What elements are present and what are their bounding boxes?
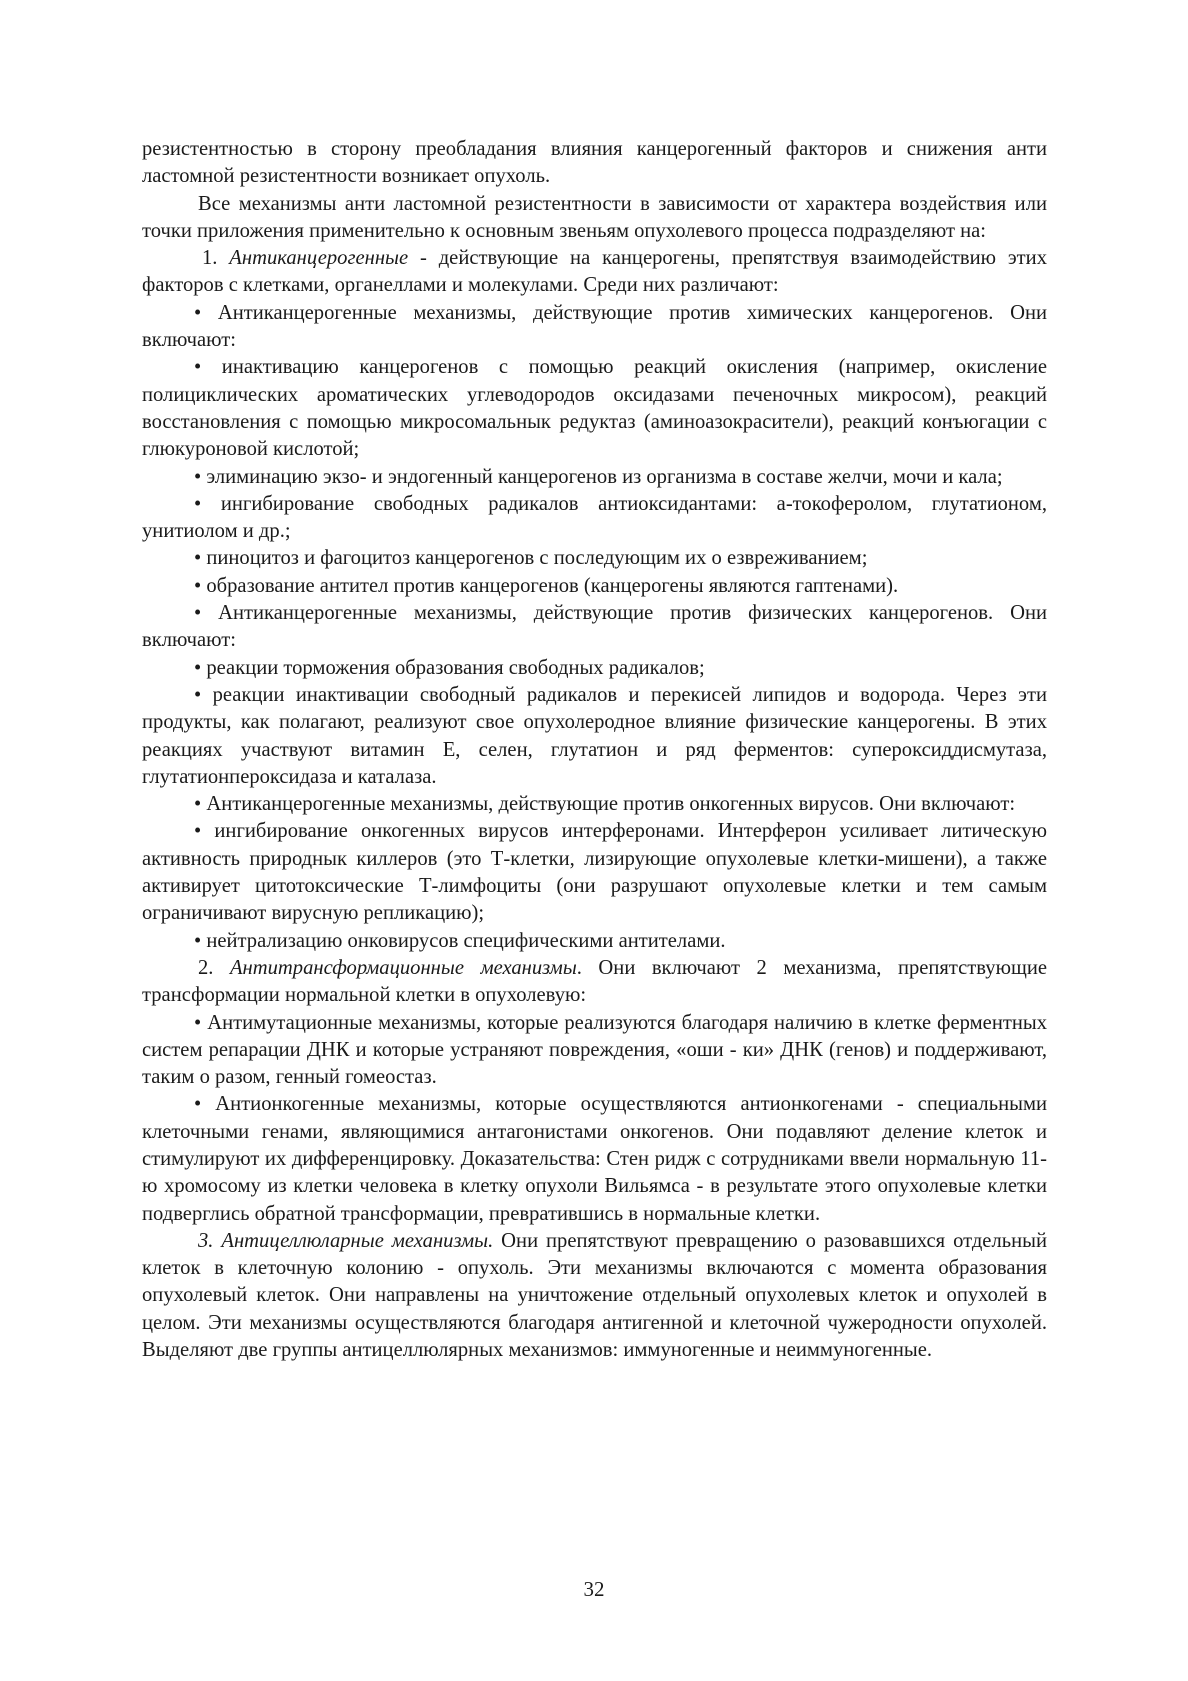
section-3-text: Они препятствуют превращению о разовавшихся отдельный клеток в клеточную колонию - опухоль. Эти механизмы включаются с момента образования опухолевый клеток. Они направлены на уничтожение отдельный опухолевых клеток и опухолей в целом. Эти механизмы осуществляются благодаря антигенной и клеточной чужеродности опухолей. Выделяют две группы антицеллюлярных механизмов: иммуногенные и неиммуногенные. — [142, 1229, 1047, 1362]
bullet-antibodies: • образование антител против канцерогенов (канцерогены являются гаптенами). — [194, 574, 899, 597]
bullet-interferon: • ингибирование онкогенных вирусов интерферонами. Интерферон усиливает литическую активность природнык киллеров (это Т-клетки, лизирующие опухолевые клетки-мишени), а также активирует цитотоксические Т-лимфоциты (они разрушают опухолевые клетки и тем самым ограничивают вирусную репликацию); — [142, 820, 1047, 925]
section-2-text: . Они включают 2 механизма, препятствующие трансформации нормальной клетки в опухолевую: — [142, 956, 1048, 1007]
bullet-radical-inhibition: • реакции торможения образования свободных радикалов; — [194, 656, 705, 679]
bullet-radical-inactivation: • реакции инактивации свободный радикалов и перекисей липидов и водорода. Через эти продукты, как полагают, реализуют свое опухолеродное влияние физические канцерогены. В этих реакциях участвуют витамин Е, селен, глутатион и ряд ферментов: супероксиддисмутаза, глутатионпероксидаза и каталаза. — [142, 683, 1047, 788]
section-1-number: 1. — [202, 247, 230, 270]
section-2-title: Антитрансформационные механизмы — [229, 956, 577, 979]
bullet-neutralization: • нейтрализацию онковирусов специфическими антителами. — [194, 929, 726, 952]
paragraph-intro: Все механизмы анти ластомной резистентности в зависимости от характера воздействия или точки приложения применительно к основным звеньям опухолевого процесса подразделяют на: — [142, 192, 1047, 242]
bullet-antioncogene: • Антионкогенные механизмы, которые осуществляются антионкогенами - специальными клеточными генами, являющимися антагонистами онкогенов. Они подавляют деление клеток и стимулируют их дифференцировку. Доказательства: Стен ридж с сотрудниками ввели нормальную 11-ю хромосому из клетки человека в клетку опухоли Вильямса - в результате этого опухолевые клетки подверглись обратной трансформации, превратившись в нормальные клетки. — [142, 1093, 1047, 1225]
bullet-inactivation: • инактивацию канцерогенов с помощью реакций окисления (например, окисление полициклических ароматических углеводородов оксидазами печеночных микросом), реакций восстановления с помощью микросомальнык редуктаз (аминоазокрасители), реакций конъюгации с глюкуроновой кислотой; — [142, 356, 1047, 461]
section-3-title: 3. Антицеллюларные механизмы. — [198, 1229, 494, 1252]
bullet-physical-carcinogens: • Антиканцерогенные механизмы, действующие против физических канцерогенов. Они включают: — [142, 602, 1047, 652]
section-1-title: Антиканцерогенные — [229, 247, 409, 270]
section-2-number: 2. — [198, 956, 230, 979]
bullet-antimutation: • Антимутационные механизмы, которые реализуются благодаря наличию в клетке ферментных систем репарации ДНК и которые устраняют повреждения, «оши - ки» ДНК (генов) и поддерживают, таким о разом, генный гомеостаз. — [142, 1011, 1047, 1089]
bullet-chemical-carcinogens: • Антиканцерогенные механизмы, действующие против химических канцерогенов. Они включают: — [142, 301, 1047, 352]
bullet-free-radicals-inhibition: • ингибирование свободных радикалов антиоксидантами: а-токоферолом, глутатионом, унитиолом и др.; — [142, 492, 1047, 543]
bullet-oncogenic-viruses: • Антиканцерогенные механизмы, действующие против онкогенных вирусов. Они включают: — [194, 793, 1016, 816]
paragraph-continuation: резистентностью в сторону преобладания влияния канцерогенный факторов и снижения анти ластомной резистентности возникает опухоль. — [142, 138, 1047, 188]
paragraph-section-2 — [142, 955, 1047, 1010]
document-page-body — [142, 136, 1047, 1364]
paragraph-section-1 — [142, 245, 1047, 300]
page-number: 32 — [583, 1577, 605, 1601]
bullet-elimination: • элиминацию экзо- и эндогенный канцерогенов из организма в составе желчи, мочи и кала; — [194, 465, 1003, 488]
bullet-pinocytosis: • пиноцитоз и фагоцитоз канцерогенов с последующим их о езвреживанием; — [194, 547, 868, 570]
section-1-text: - действующие на канцерогены, препятствуя взаимодействию этих факторов с клетками, органеллами и молекулами. Среди них различают: — [142, 247, 1047, 297]
paragraph-section-3 — [142, 1228, 1047, 1364]
